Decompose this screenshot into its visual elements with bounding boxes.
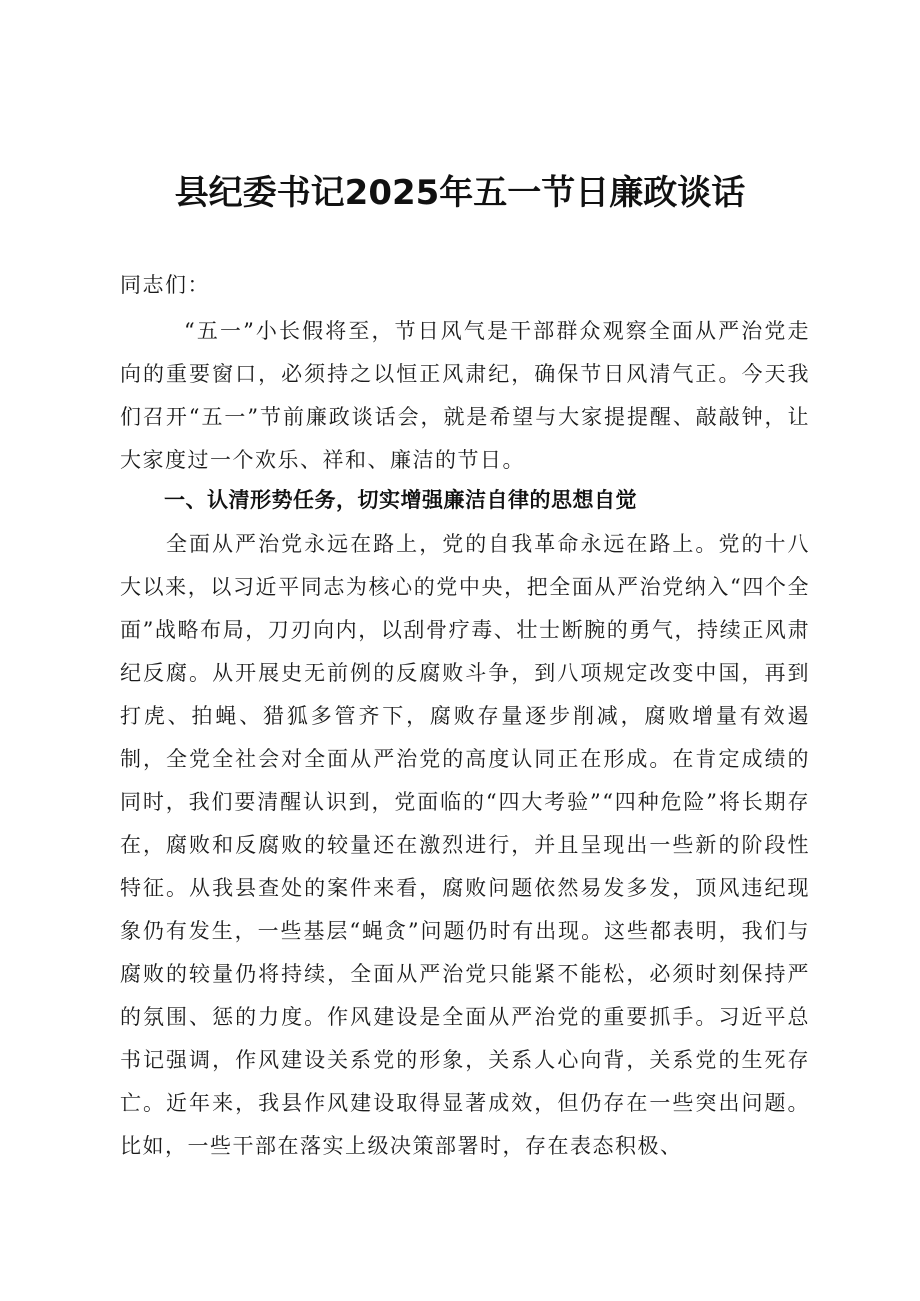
greeting: 同志们： [120, 273, 210, 297]
section-heading-1: 一、认清形势任务，切实增强廉洁自律的思想自觉 [164, 488, 637, 512]
paragraph-intro: “五一”小长假将至，节日风气是干部群众观察全面从严治党走向的重要窗口，必须持之以恒正风肃纪，确保节日风清气正。今天我们召开“五一”节前廉政谈话会，就是希望与大家提提醒、敲敲钟，让大家度过一个欢乐、祥和、廉洁的节日。 [120, 319, 810, 472]
paragraph-section-1: 全面从严治党永远在路上，党的自我革命永远在路上。党的十八大以来，以习近平同志为核心的党中央，把全面从严治党纳入“四个全面”战略布局，刀刃向内，以刮骨疗毒、壮士断腕的勇气，持续正风肃纪反腐。从开展史无前例的反腐败斗争，到八项规定改变中国，再到打虎、拍蝇、猎狐多管齐下，腐败存量逐步削减，腐败增量有效遏制，全党全社会对全面从严治党的高度认同正在形成。在肯定成绩的同时，我们要清醒认识到，党面临的“四大考验”“四种危险”将长期存在，腐败和反腐败的较量还在激烈进行，并且呈现出一些新的阶段性特征。从我县查处的案件来看，腐败问题依然易发多发，顶风违纪现象仍有发生，一些基层“蝇贪”问题仍时有出现。这些都表明，我们与腐败的较量仍将持续，全面从严治党只能紧不能松，必须时刻保持严的氛围、惩的力度。作风建设是全面从严治党的重要抓手。习近平总书记强调，作风建设关系党的形象，关系人心向背，关系党的生死存亡。近年来，我县作风建设取得显著成效，但仍存在一些突出问题。比如，一些干部在落实上级决策部署时，存在表态积极、 [120, 532, 810, 1158]
document-title: 县纪委书记2025年五一节日廉政谈话 [174, 173, 746, 213]
